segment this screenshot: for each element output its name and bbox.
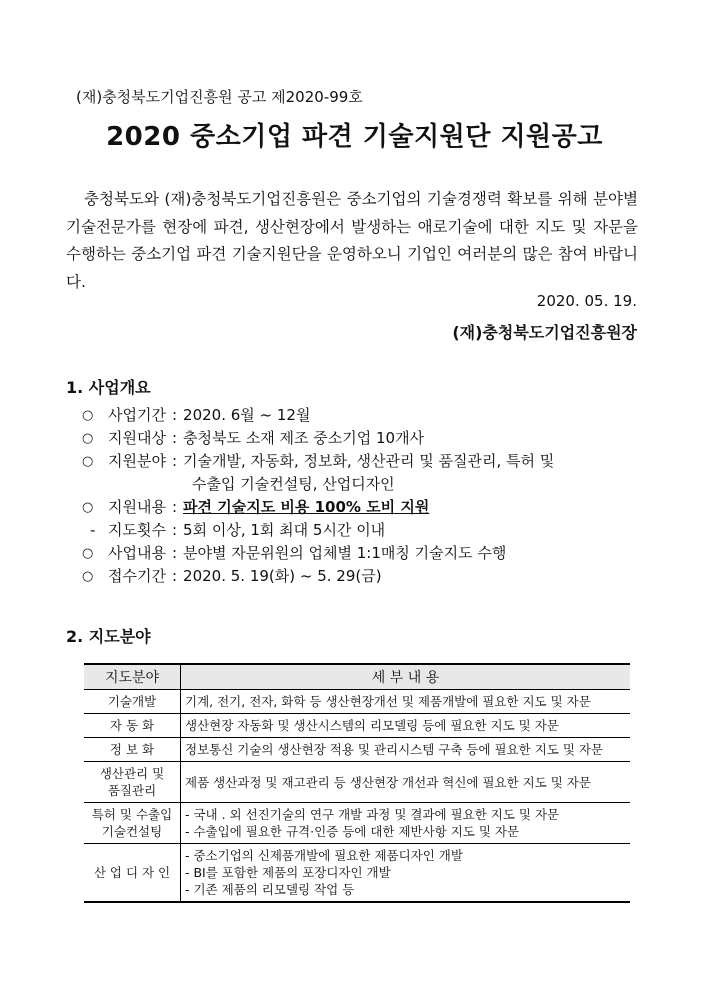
bullet: ○ (82, 431, 94, 446)
field-cell: 산 업 디 자 인 (84, 844, 181, 903)
colon: : (171, 544, 178, 562)
colon: : (171, 521, 178, 539)
guidance-fields-table (84, 663, 630, 903)
field-cell: 자 동 화 (84, 714, 181, 738)
notice-date: 2020. 05. 19. (536, 292, 637, 310)
issuer-name: (재)충청북도기업진흥원장 (452, 323, 637, 342)
intro-paragraph: 충청북도와 (재)충청북도기업진흥원은 중소기업의 기술경쟁력 확보를 위해 분야별 기술전문가를 현장에 파견, 생산현장에서 발생하는 애로기술에 대한 지도 및 자문을 수행하는 중소기업 파견 기술지원단을 운영하오니 기업인 여러분의 많은 참여 바랍니다. (66, 190, 638, 291)
header-field: 지도분야 (84, 664, 181, 690)
overview-list (82, 404, 642, 588)
item-label: 지도횟수 (108, 521, 166, 539)
detail-cell: 정보통신 기술의 생산현장 적용 및 관리시스템 구축 등에 필요한 지도 및 자문 (181, 738, 631, 762)
list-item (82, 565, 642, 588)
colon: : (171, 452, 178, 470)
colon: : (171, 567, 178, 585)
list-item (82, 542, 642, 565)
detail-cell: - 국내 . 외 선진기술의 연구 개발 과정 및 결과에 필요한 지도 및 자문 - 수출입에 필요한 규격·인증 등에 대한 제반사항 지도 및 자문 (181, 803, 631, 844)
detail-cell: 제품 생산과정 및 재고관리 등 생산현장 개선과 혁신에 필요한 지도 및 자문 (181, 762, 631, 803)
table-row (84, 762, 630, 803)
table-header-row (84, 664, 630, 690)
field-cell: 정 보 화 (84, 738, 181, 762)
field-cell: 특허 및 수출입 기술컨설팅 (84, 803, 181, 844)
item-value: 2020. 6월 ~ 12월 (183, 406, 311, 424)
detail-cell: 생산현장 자동화 및 생산시스템의 리모델링 등에 필요한 지도 및 자문 (181, 714, 631, 738)
bullet: ○ (82, 546, 94, 561)
list-item (82, 404, 642, 427)
table-row (84, 844, 630, 903)
header-details: 세 부 내 용 (181, 664, 631, 690)
colon: : (171, 406, 178, 424)
page-title: 2020 중소기업 파견 기술지원단 지원공고 (106, 122, 603, 152)
item-value: 분야별 자문위원의 업체별 1:1매칭 기술지도 수행 (183, 544, 507, 562)
bullet: ○ (82, 500, 94, 515)
item-label: 지원내용 (108, 498, 166, 516)
item-value-cont: 수출입 기술컨설팅, 산업디자인 (192, 475, 395, 493)
detail-cell: - 중소기업의 신제품개발에 필요한 제품디자인 개발 - BI를 포함한 제품의 포장디자인 개발 - 기존 제품의 리모델링 작업 등 (181, 844, 631, 903)
item-value: 2020. 5. 19(화) ~ 5. 29(금) (183, 567, 382, 585)
table-row (84, 738, 630, 762)
support-highlight: 파견 기술지도 비용 100% 도비 지원 (183, 498, 430, 516)
list-item (82, 450, 642, 473)
bullet: ○ (82, 454, 94, 469)
item-label: 접수기간 (108, 567, 166, 585)
bullet: ○ (82, 408, 94, 423)
bullet: ○ (82, 569, 94, 584)
section-fields-heading: 2. 지도분야 (66, 627, 151, 646)
item-label: 지원대상 (108, 429, 166, 447)
section-overview-heading: 1. 사업개요 (66, 378, 151, 397)
detail-cell: 기계, 전기, 전자, 화학 등 생산현장개선 및 제품개발에 필요한 지도 및 자문 (181, 690, 631, 714)
colon: : (171, 498, 178, 516)
item-value: 기술개발, 자동화, 정보화, 생산관리 및 품질관리, 특허 및 (183, 452, 555, 470)
field-cell: 생산관리 및 품질관리 (84, 762, 181, 803)
notice-number: (재)충청북도기업진흥원 공고 제2020-99호 (76, 88, 363, 106)
colon: : (171, 429, 178, 447)
table-row (84, 714, 630, 738)
list-item-continued (82, 473, 642, 496)
list-item (82, 427, 642, 450)
item-value: 5회 이상, 1회 최대 5시간 이내 (183, 521, 386, 539)
list-item (82, 496, 642, 519)
item-label: 사업기간 (108, 406, 166, 424)
item-label: 사업내용 (108, 544, 166, 562)
field-cell: 기술개발 (84, 690, 181, 714)
table-row (84, 803, 630, 844)
item-label: 지원분야 (108, 452, 166, 470)
list-sub-item (82, 519, 642, 542)
item-value: 충청북도 소재 제조 중소기업 10개사 (183, 429, 425, 447)
table-row (84, 690, 630, 714)
dash: - (90, 521, 96, 539)
